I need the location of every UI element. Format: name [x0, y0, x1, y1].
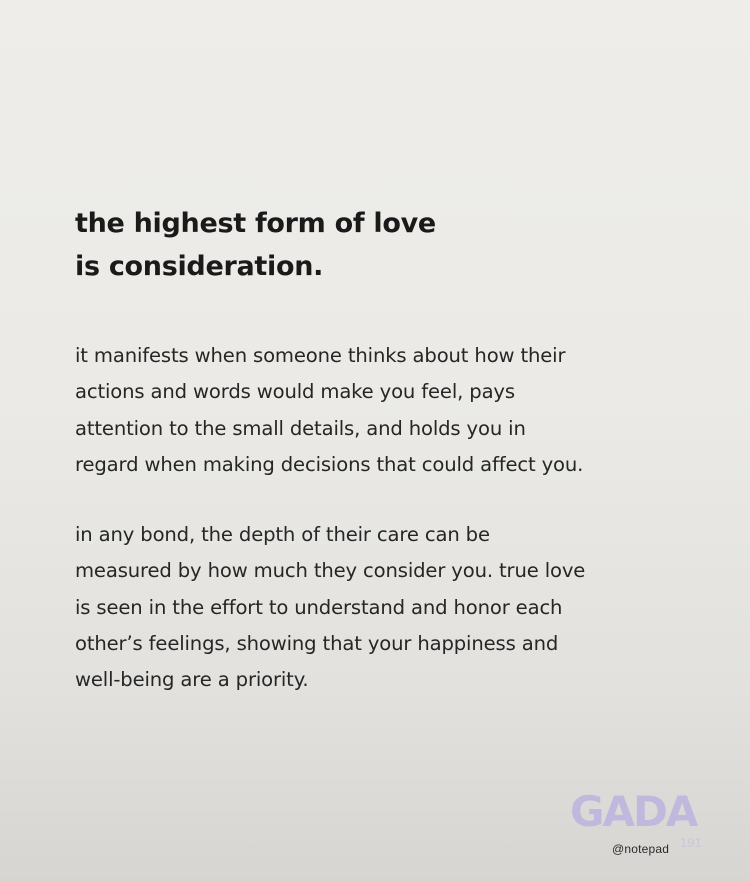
paragraph-line: is seen in the effort to understand and honor each	[75, 595, 563, 619]
headline-line: is consideration.	[75, 251, 324, 282]
paragraph-1	[75, 338, 695, 483]
headline-line: the highest form of love	[75, 208, 436, 239]
paragraph-line: other’s feelings, showing that your happiness and	[75, 631, 559, 655]
headline	[75, 202, 675, 288]
paragraph-2	[75, 517, 695, 698]
watermark-logo	[570, 790, 720, 830]
paragraph-line: regard when making decisions that could affect you.	[75, 452, 584, 476]
watermark-suffix: 191	[680, 835, 702, 850]
paragraph-line: it manifests when someone thinks about how their	[75, 344, 566, 367]
paragraph-line: in any bond, the depth of their care can be	[75, 523, 490, 546]
author-handle: @notepad	[612, 842, 670, 856]
watermark-logo-icon	[570, 790, 720, 830]
svg-text:GADA: GADA	[570, 790, 697, 830]
paragraph-line: well-being are a priority.	[75, 668, 309, 692]
paragraph-line: attention to the small details, and holds you in	[75, 416, 526, 440]
paragraph-line: measured by how much they consider you. true love	[75, 559, 586, 583]
paragraph-line: actions and words would make you feel, pays	[75, 380, 515, 404]
